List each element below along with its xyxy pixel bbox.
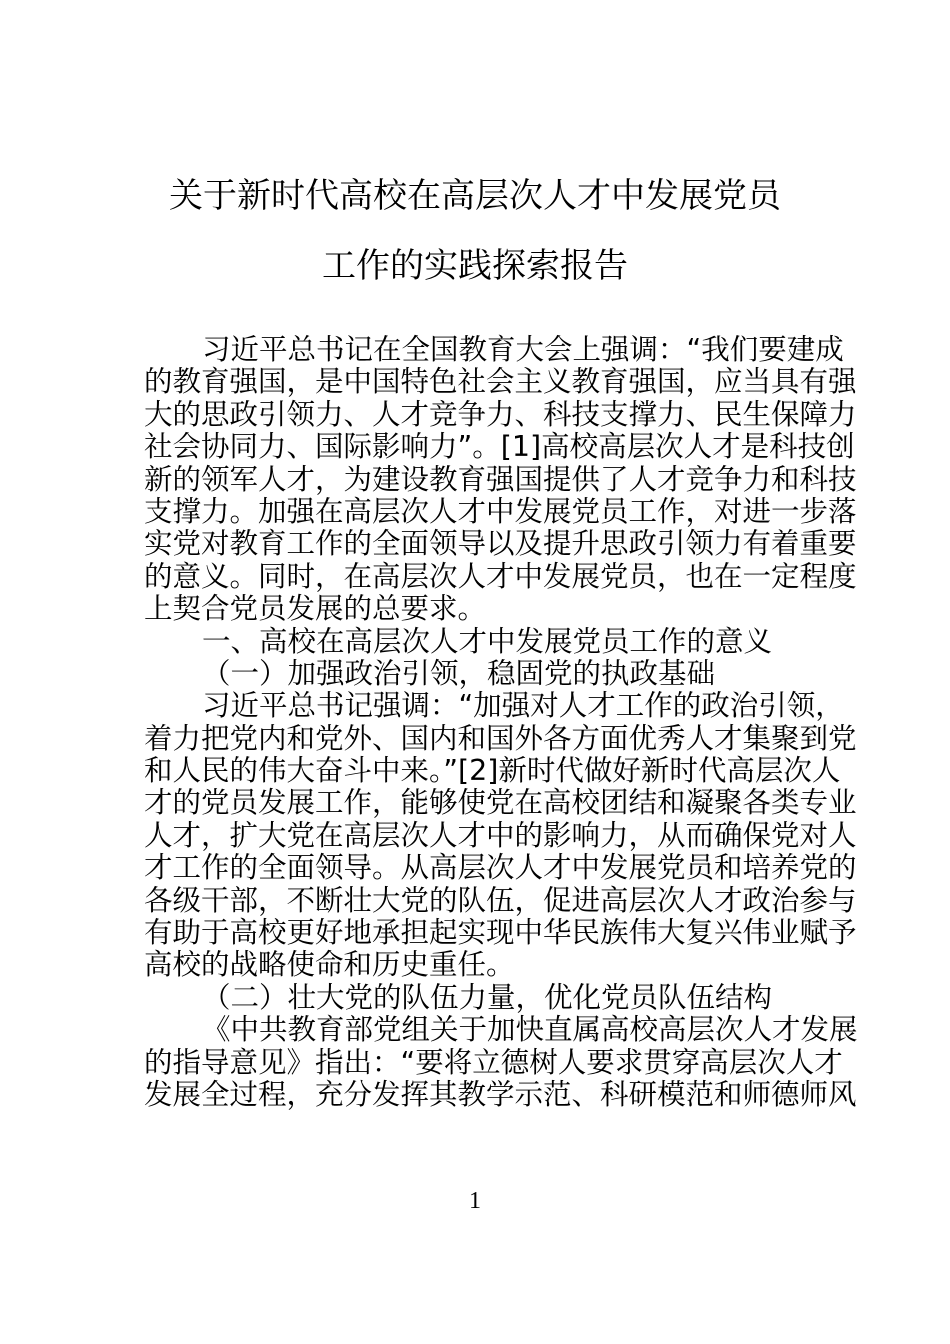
paragraph-line: 支撑力。加强在高层次人才中发展党员工作，对进一步落	[144, 494, 857, 528]
paragraph-line: 发展全过程，充分发挥其教学示范、科研模范和师德师风	[144, 1077, 857, 1111]
paragraph-line: 上契合党员发展的总要求。	[144, 592, 487, 626]
paragraph-line: 习近平总书记在全国教育大会上强调：“我们要建成	[202, 333, 844, 366]
subsection-heading: （二）壮大党的队伍力量，优化党员队伍结构	[202, 980, 773, 1014]
paragraph-line: 才工作的全面领导。从高层次人才中发展党员和培养党的	[144, 851, 857, 885]
paragraph-line: 《中共教育部党组关于加快直属高校高层次人才发展	[202, 1013, 858, 1047]
paragraph-line: 和人民的伟大奋斗中来。”[2]新时代做好新时代高层次人	[144, 754, 841, 788]
paragraph-line: 新的领军人才，为建设教育强国提供了人才竞争力和科技	[144, 462, 857, 496]
paragraph-line: 的意义。同时，在高层次人才中发展党员，也在一定程度	[144, 559, 857, 593]
paragraph-line: 高校的战略使命和历史重任。	[144, 948, 515, 982]
paragraph-line: 有助于高校更好地承担起实现中华民族伟大复兴伟业赋予	[144, 916, 857, 950]
document-body	[144, 333, 858, 1111]
document-title-line-2: 工作的实践探索报告	[322, 246, 628, 286]
paragraph-line: 着力把党内和党外、国内和国外各方面优秀人才集聚到党	[144, 721, 857, 755]
paragraph-line: 各级干部，不断壮大党的队伍，促进高层次人才政治参与	[144, 883, 857, 917]
paragraph-line: 才的党员发展工作，能够使党在高校团结和凝聚各类专业	[144, 786, 857, 820]
paragraph-line: 社会协同力、国际影响力”。[1]高校高层次人才是科技创	[144, 430, 855, 464]
paragraph-line: 大的思政引领力、人才竞争力、科技支撑力、民生保障力	[144, 397, 857, 431]
paragraph-line: 实党对教育工作的全面领导以及提升思政引领力有着重要	[144, 527, 857, 561]
paragraph-line: 的指导意见》指出：“要将立德树人要求贯穿高层次人才	[144, 1045, 843, 1079]
section-heading: 一、高校在高层次人才中发展党员工作的意义	[202, 624, 773, 658]
paragraph-line: 习近平总书记强调：“加强对人才工作的政治引领，	[202, 689, 844, 723]
paragraph-line: 的教育强国，是中国特色社会主义教育强国，应当具有强	[144, 365, 857, 399]
paragraph-line: 人才，扩大党在高层次人才中的影响力，从而确保党对人	[144, 818, 857, 852]
page-number: 1	[469, 1188, 481, 1214]
document-title-line-1: 关于新时代高校在高层次人才中发展党员	[169, 176, 781, 216]
subsection-heading: （一）加强政治引领，稳固党的执政基础	[202, 656, 716, 690]
